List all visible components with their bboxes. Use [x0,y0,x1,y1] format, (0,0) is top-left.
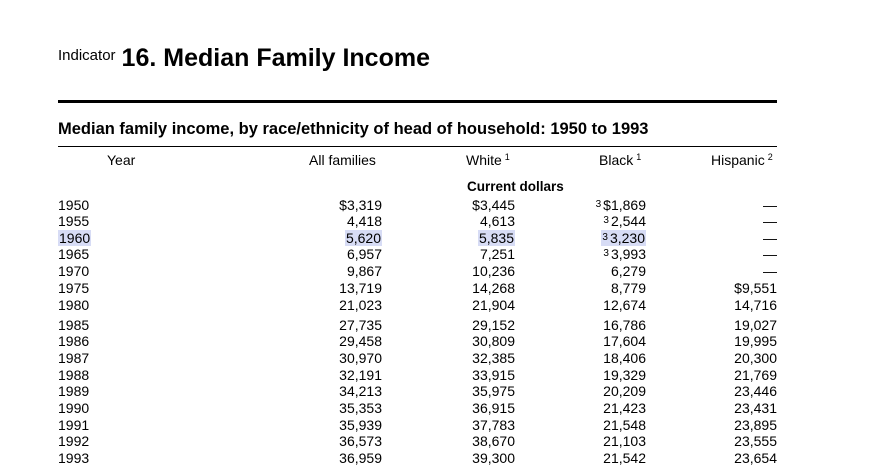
cell-all-families [339,400,382,416]
cell-all-families [339,350,382,366]
cell-white [472,450,515,466]
cell-hispanic [734,350,777,366]
cell-all-families [347,246,382,262]
cell-white-text: 4,613 [479,213,515,229]
cell-black-value: 17,604 [603,333,646,349]
cell-white-text: 29,152 [472,317,515,333]
cell-black-value: 21,423 [603,400,646,416]
cell-black [603,213,646,229]
cell-year-text: 1955 [58,213,90,229]
cell-black-text [603,333,646,349]
cell-white [472,280,515,296]
cell-hispanic-text: 23,555 [734,433,777,449]
cell-black-text [603,350,646,366]
cell-year [58,246,89,262]
cell-all-families-text: 5,620 [345,230,381,246]
cell-year [58,333,89,349]
table-row [0,400,876,416]
cell-all-families-text: 36,573 [339,433,382,449]
cell-white [472,433,515,449]
cell-black-value: 3,993 [610,246,646,262]
cell-hispanic [763,263,777,279]
cell-hispanic-text: 23,895 [734,417,777,433]
cell-black [596,197,646,213]
cell-hispanic-text: — [763,246,777,262]
table-row [0,383,876,399]
cell-black-text [603,246,646,262]
cell-black-value: 6,279 [610,263,646,279]
cell-white [472,350,515,366]
table-row [0,333,876,349]
cell-all-families [347,213,382,229]
cell-black-value: 2,544 [610,213,646,229]
cell-black [611,263,646,279]
cell-black [603,333,646,349]
cell-black-text [603,383,646,399]
table-row [0,367,876,383]
cell-year-text: 1960 [59,230,91,246]
table-row [0,450,876,466]
cell-black-text [603,433,646,449]
cell-black-text [601,230,646,246]
cell-black [611,280,646,296]
cell-year-text: 1970 [58,263,90,279]
cell-black [603,433,646,449]
cell-black [603,383,646,399]
cell-hispanic-text: — [763,230,777,246]
cell-hispanic [734,317,777,333]
cell-hispanic-text: 14,716 [734,297,777,313]
cell-year [58,297,89,313]
cell-white-text: 35,975 [472,383,515,399]
cell-white-text: 14,268 [472,280,515,296]
cell-year-text: 1991 [58,417,90,433]
indicator-label: Indicator [58,47,116,64]
column-header-black-label: Black [599,152,634,168]
cell-year-text: 1986 [58,333,90,349]
cell-black-text [596,197,646,213]
cell-black [603,417,646,433]
cell-all-families-text: 4,418 [346,213,382,229]
cell-white [472,263,515,279]
cell-white-text: $3,445 [472,197,515,213]
cell-all-families [339,417,382,433]
cell-hispanic-text: 19,995 [734,333,777,349]
cell-black-value: 18,406 [603,350,646,366]
cell-black [603,297,646,313]
cell-hispanic [763,197,777,213]
cell-all-families [339,433,382,449]
cell-all-families-text: 34,213 [339,383,382,399]
cell-all-families-text: 30,970 [339,350,382,366]
table-title: Median family income, by race/ethnicity of head of household: 1950 to 1993 [58,120,649,138]
cell-hispanic-text: — [763,213,777,229]
cell-black-value: 8,779 [610,280,646,296]
cell-black-value: 21,103 [603,433,646,449]
cell-white [472,317,515,333]
cell-all-families-text: 6,957 [346,246,382,262]
cell-hispanic [763,213,777,229]
cell-white [472,197,515,213]
indicator-title: 16. Median Family Income [121,44,430,72]
cell-year-text: 1989 [58,383,90,399]
cell-all-families-text: 9,867 [346,263,382,279]
cell-white-text: 30,809 [472,333,515,349]
table-row [0,317,876,333]
cell-white-text: 7,251 [479,246,515,262]
cell-white-text: 39,300 [472,450,515,466]
cell-hispanic [734,333,777,349]
cell-hispanic [734,433,777,449]
cell-black-text [603,450,646,466]
cell-white-text: 37,783 [472,417,515,433]
cell-all-families [339,450,382,466]
cell-year-text: 1985 [58,317,90,333]
cell-hispanic-text: 23,431 [734,400,777,416]
cell-year [58,367,89,383]
cell-hispanic-text: 21,769 [734,367,777,383]
cell-all-families [339,333,382,349]
cell-white [480,246,515,262]
cell-year-text: 1993 [58,450,90,466]
cell-hispanic-text: — [763,197,777,213]
footnote-marker: 3 [603,215,609,226]
cell-all-families [339,297,382,313]
cell-hispanic [734,280,777,296]
cell-black-value: 21,542 [603,450,646,466]
cell-year-text: 1980 [58,297,90,313]
cell-hispanic [734,450,777,466]
cell-black-text [603,317,646,333]
table-row [0,417,876,433]
cell-year [58,230,91,246]
cell-all-families [339,197,382,213]
cell-all-families-text: 36,959 [339,450,382,466]
cell-hispanic [734,417,777,433]
cell-black-value: 19,329 [603,367,646,383]
cell-white [472,400,515,416]
cell-black-text [603,367,646,383]
cell-hispanic-text: 23,654 [734,450,777,466]
cell-black [603,367,646,383]
cell-white-text: 21,904 [472,297,515,313]
cell-white [480,213,515,229]
cell-year [58,433,89,449]
cell-black-value: 12,674 [603,297,646,313]
cell-black-value: $1,869 [603,197,646,213]
cell-black [603,246,646,262]
table-row [0,213,876,229]
cell-year-text: 1950 [58,197,90,213]
section-label-current-dollars: Current dollars [467,179,564,194]
cell-black [603,450,646,466]
cell-all-families [339,317,382,333]
cell-all-families-text: 21,023 [339,297,382,313]
table-row [0,263,876,279]
cell-hispanic [763,246,777,262]
cell-white-text: 10,236 [472,263,515,279]
cell-hispanic-text: — [763,263,777,279]
cell-black-text [611,263,646,279]
cell-white [478,230,515,246]
cell-white [472,297,515,313]
table-row [0,297,876,313]
table-row [0,280,876,296]
table-row [0,433,876,449]
cell-all-families-text: 32,191 [339,367,382,383]
cell-all-families-text: 29,458 [339,333,382,349]
cell-white [472,367,515,383]
column-header-all-label: All families [309,152,376,168]
cell-hispanic [734,297,777,313]
cell-hispanic [734,400,777,416]
cell-white-text: 32,385 [472,350,515,366]
cell-black [603,350,646,366]
cell-year-text: 1987 [58,350,90,366]
cell-year-text: 1990 [58,400,90,416]
cell-black-value: 21,548 [603,417,646,433]
footnote-marker: 3 [595,199,602,210]
cell-year [58,213,89,229]
cell-white-text: 5,835 [478,230,514,246]
cell-year [58,280,89,296]
cell-year-text: 1988 [58,367,90,383]
column-header-year-label: Year [107,152,136,168]
cell-year-text: 1992 [58,433,90,449]
cell-black-text [611,280,646,296]
cell-black-text [603,297,646,313]
cell-black-value: 3,230 [609,230,645,246]
cell-white-text: 38,670 [472,433,515,449]
cell-black-text [603,417,646,433]
cell-all-families-text: 35,939 [339,417,382,433]
cell-year [58,383,89,399]
table-row [0,246,876,262]
cell-all-families-text: 27,735 [339,317,382,333]
cell-year [58,317,89,333]
cell-hispanic-text: 19,027 [734,317,777,333]
table-row [0,230,876,246]
table-row [0,350,876,366]
cell-white [472,417,515,433]
cell-all-families [347,263,382,279]
cell-black [601,230,646,246]
cell-black-value: 16,786 [603,317,646,333]
cell-black-text [603,400,646,416]
cell-all-families [339,367,382,383]
cell-white-text: 36,915 [472,400,515,416]
cell-hispanic [734,383,777,399]
cell-hispanic-text: $9,551 [734,280,777,296]
cell-year [58,450,89,466]
cell-black-text [603,213,646,229]
cell-hispanic [734,367,777,383]
cell-white [472,383,515,399]
footnote-marker: 2 [767,152,773,162]
footnote-marker: 1 [504,152,510,162]
cell-all-families [339,280,382,296]
cell-all-families-text: 13,719 [339,280,382,296]
cell-black [603,317,646,333]
footnote-marker: 1 [636,152,642,162]
column-header-hispanic-label: Hispanic [711,152,765,168]
footnote-marker: 3 [603,248,609,259]
cell-hispanic-text: 23,446 [734,383,777,399]
cell-year-text: 1975 [58,280,90,296]
cell-year [58,400,89,416]
footnote-marker: 3 [602,232,608,243]
cell-white [472,333,515,349]
cell-black-value: 20,209 [603,383,646,399]
cell-all-families [345,230,382,246]
cell-year [58,197,89,213]
cell-hispanic-text: 20,300 [734,350,777,366]
table-row [0,197,876,213]
cell-white-text: 33,915 [472,367,515,383]
cell-year [58,263,89,279]
cell-all-families-text: $3,319 [339,197,382,213]
cell-hispanic [763,230,777,246]
column-header-white-label: White [466,152,502,168]
cell-all-families-text: 35,353 [339,400,382,416]
cell-year [58,350,89,366]
cell-year-text: 1965 [58,246,90,262]
cell-all-families [339,383,382,399]
cell-year [58,417,89,433]
cell-black [603,400,646,416]
